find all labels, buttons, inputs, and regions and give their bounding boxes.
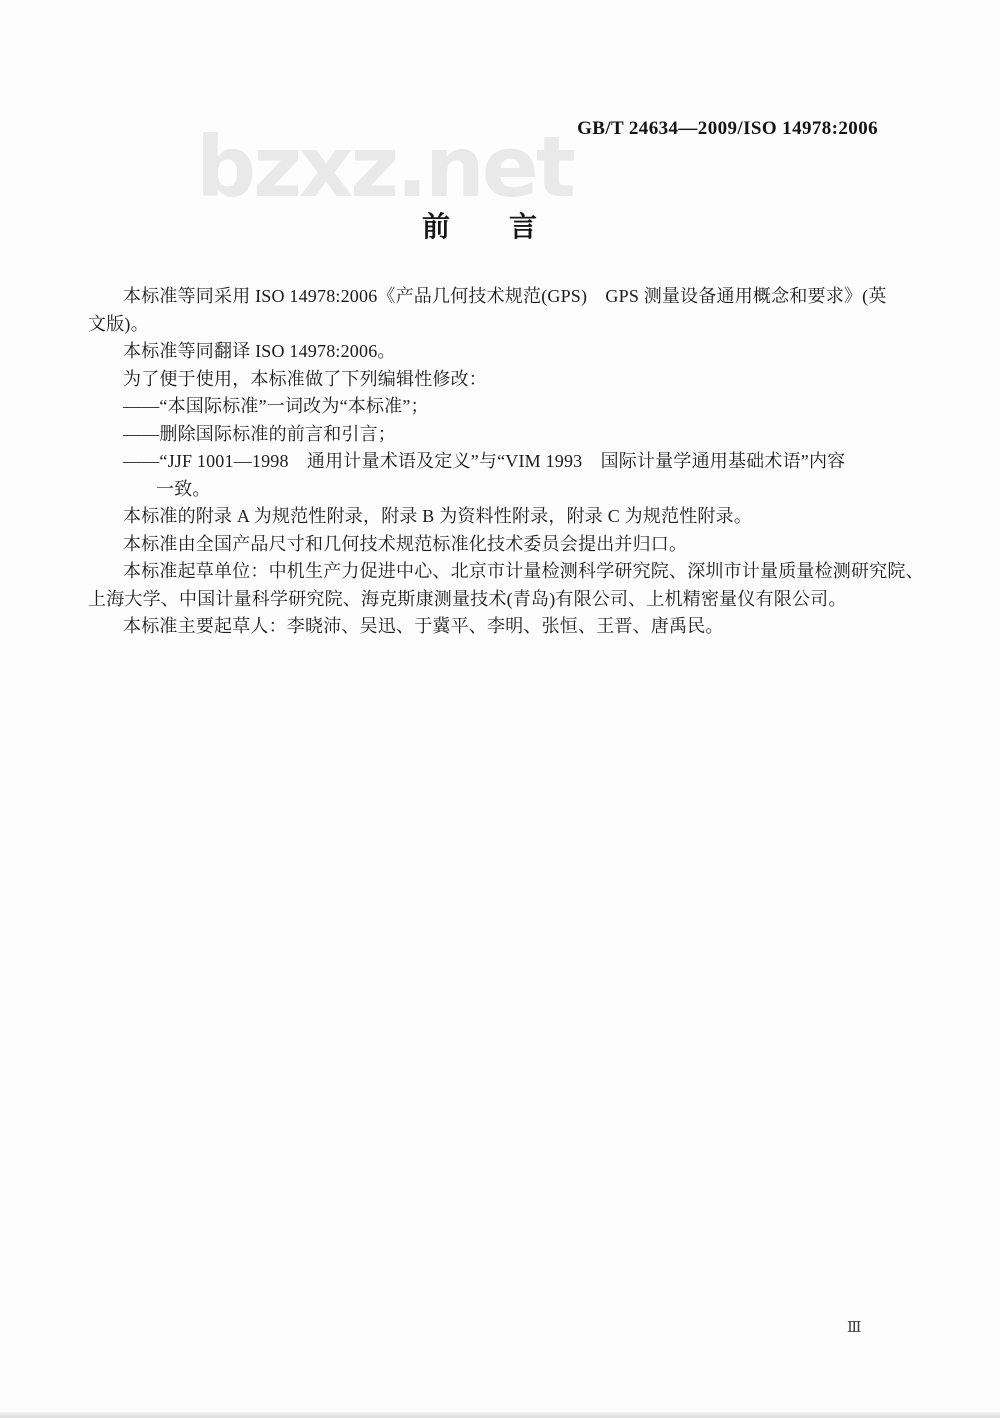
scan-edge: [0, 1412, 1000, 1418]
foreword-line: 为了便于使用，本标准做了下列编辑性修改：: [123, 368, 487, 389]
foreword-line: 本标准主要起草人：李晓沛、吴迅、于冀平、李明、张恒、王晋、唐禹民。: [123, 616, 724, 636]
foreword-line: 本标准由全国产品尺寸和几何技术规范标准化技术委员会提出并归口。: [123, 533, 688, 554]
foreword-body: [88, 283, 924, 641]
foreword-line: 一致。: [156, 478, 211, 499]
watermark-text: bzxz.net: [196, 118, 573, 216]
foreword-line: 本标准起草单位：中机生产力促进中心、北京市计量检测科学研究院、深圳市计量质量检测研究院、: [123, 561, 924, 581]
standard-code-header: GB/T 24634—2009/ISO 14978:2006: [577, 118, 878, 139]
foreword-line: ——“JJF 1001—1998 通用计量术语及定义”与“VIM 1993 国际计量学通用基础术语”内容: [123, 451, 846, 471]
foreword-line: 本标准等同采用 ISO 14978:2006《产品几何技术规范(GPS) GPS 测量设备通用概念和要求》(英: [123, 286, 887, 306]
foreword-line: ——删除国际标准的前言和引言；: [123, 423, 396, 444]
foreword-line: 文版)。: [88, 313, 149, 334]
foreword-line: 本标准等同翻译 ISO 14978:2006。: [123, 341, 396, 361]
foreword-line: 本标准的附录 A 为规范性附录，附录 B 为资料性附录，附录 C 为规范性附录。: [123, 506, 753, 526]
page-number: Ⅲ: [847, 1320, 862, 1336]
page-title: 前 言: [421, 210, 538, 243]
foreword-line: ——“本国际标准”一词改为“本标准”；: [123, 396, 429, 416]
foreword-line: 上海大学、中国计量科学研究院、海克斯康测量技术(青岛)有限公司、上机精密量仪有限公司。: [88, 588, 847, 609]
